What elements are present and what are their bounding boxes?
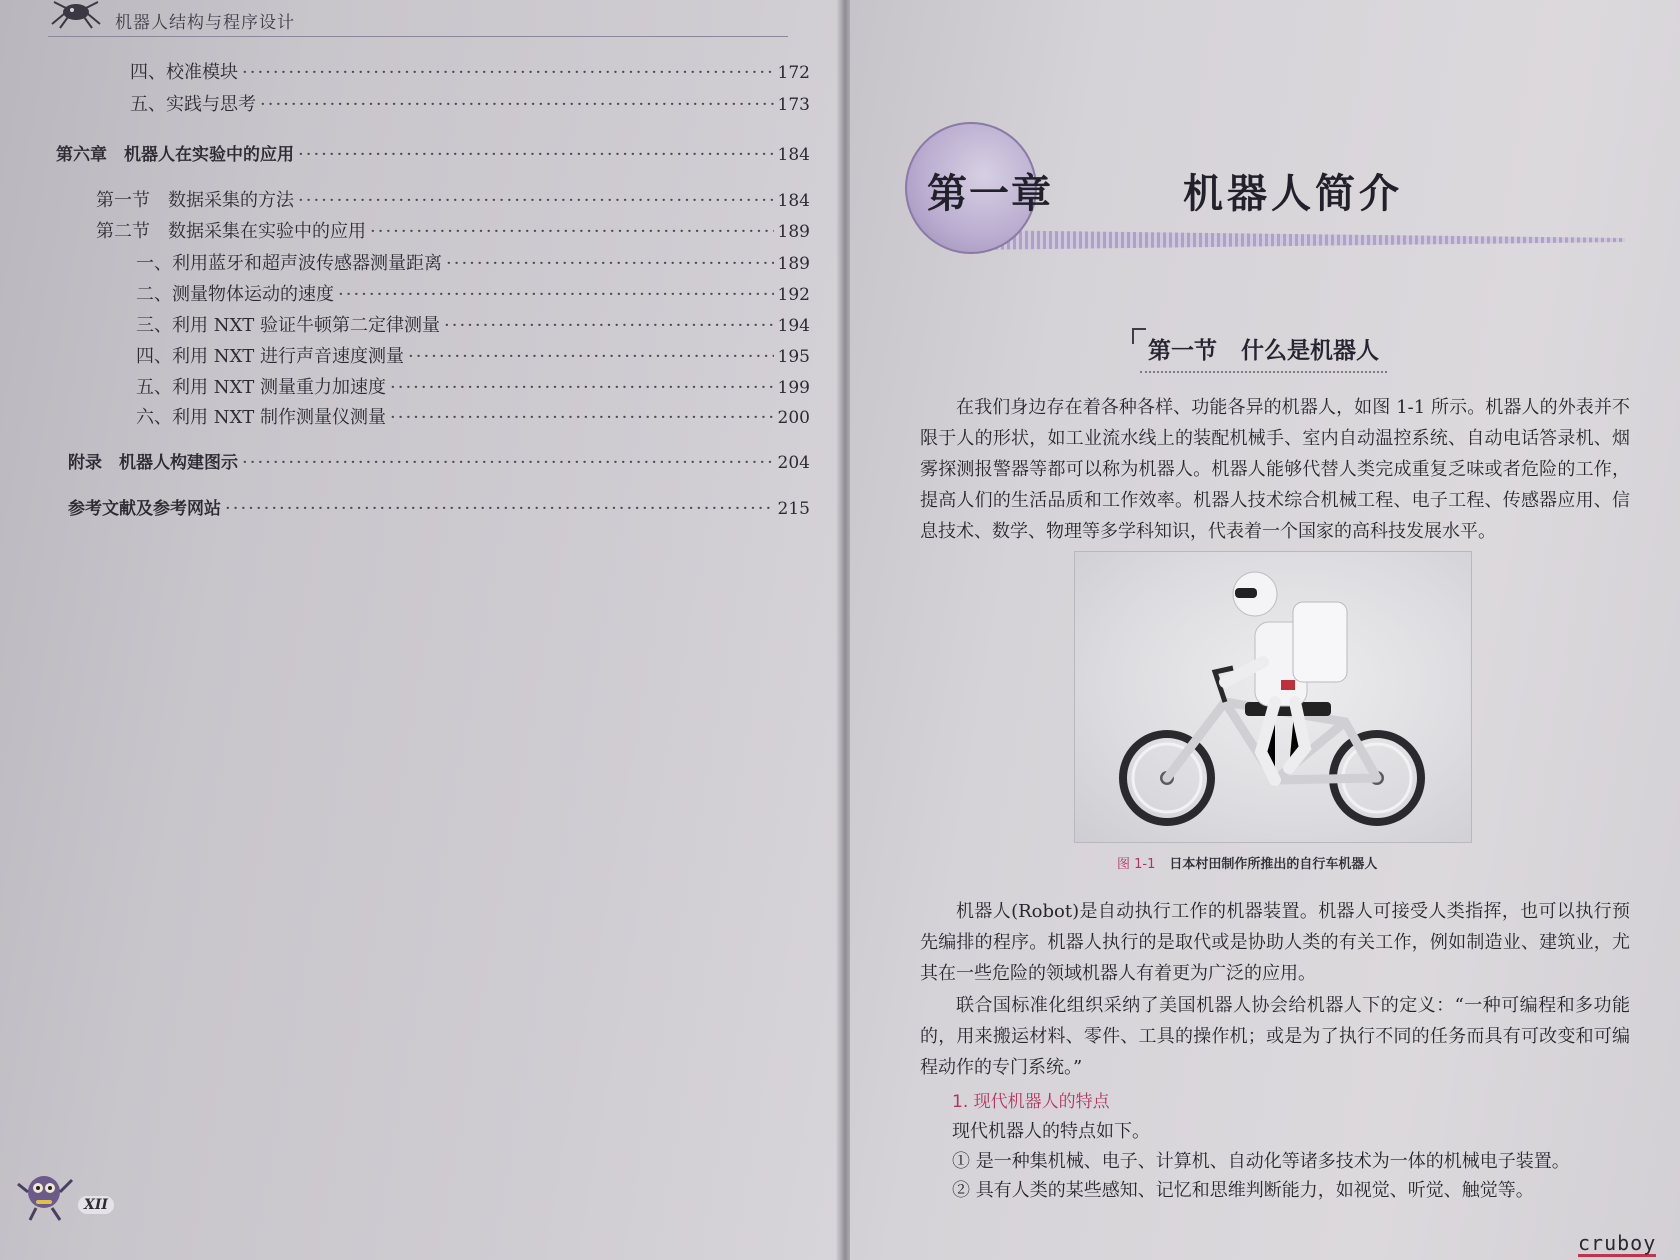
toc-entry-page: 192 — [777, 285, 810, 305]
toc-entry-title: 五、利用 NXT 测量重力加速度 — [136, 377, 387, 398]
toc-entry-page: 204 — [777, 453, 810, 473]
bracket-icon — [1132, 328, 1146, 344]
chapter-heading — [905, 122, 1625, 262]
toc-leader-dots — [242, 452, 774, 473]
toc-entry — [68, 494, 810, 519]
chapter-number: 第一章 — [927, 171, 1053, 217]
toc-entry — [96, 186, 810, 212]
toc-entry-title: 五、实践与思考 — [130, 94, 256, 115]
toc-entry-page: 199 — [777, 378, 810, 398]
toc-entry — [136, 373, 810, 399]
toc-entry — [136, 280, 810, 306]
left-page — [0, 0, 838, 1260]
section-title: 什么是机器人 — [1241, 338, 1379, 364]
toc-leader-dots — [408, 346, 774, 367]
section-heading — [1140, 332, 1387, 373]
toc-entry — [130, 58, 810, 84]
figure-label: 图 1-1 — [1117, 857, 1156, 872]
subheading-features: 1. 现代机器人的特点 — [952, 1092, 1110, 1112]
toc-entry — [136, 342, 810, 368]
toc-entry-title: 二、测量物体运动的速度 — [136, 284, 334, 305]
figure-caption — [1117, 853, 1377, 872]
figure-caption-text: 日本村田制作所推出的自行车机器人 — [1169, 857, 1378, 872]
toc-entry-title: 附录 机器人构建图示 — [68, 453, 238, 473]
toc-entry-page: 172 — [777, 63, 810, 83]
page-number: XII — [78, 1196, 114, 1214]
chapter-title: 机器人简介 — [1183, 171, 1403, 217]
spider-robot-icon — [46, 0, 104, 30]
toc-leader-dots — [260, 94, 774, 115]
section-number: 第一节 — [1148, 338, 1217, 364]
toc-entry-page: 215 — [777, 499, 810, 519]
paragraph-definition: 机器人(Robot)是自动执行工作的机器装置。机器人可接受人类指挥，也可以执行预先编排的程序。机器人执行的是取代或是协助人类的有关工作，例如制造业、建筑业，尤其在一些危险的领域机器人有着更为广泛的应用。 — [920, 901, 1630, 984]
paragraph-intro: 在我们身边存在着各种各样、功能各异的机器人，如图 1-1 所示。机器人的外表并不限于人的形状，如工业流水线上的装配机械手、室内自动温控系统、自动电话答录机、烟雾探测报警器等都可以称为机器人。机器人能够代替人类完成重复乏味或者危险的工作，提高人们的生活品质和工作效率。机器人技术综合机械工程、电子工程、传感器应用、信息技术、数学、物理等多学科知识，代表着一个国家的高科技发展水平。 — [920, 397, 1630, 542]
toc-entry-page: 195 — [777, 347, 810, 367]
toc-entry-page: 189 — [777, 254, 810, 274]
toc-entry — [56, 140, 810, 165]
figure-bicycle-robot — [1074, 551, 1472, 843]
robot-mascot-icon — [14, 1158, 78, 1222]
bicycle-robot-illustration — [1075, 552, 1471, 842]
toc-leader-dots — [298, 190, 774, 211]
toc-leader-dots — [225, 498, 774, 519]
toc-entry-title: 四、利用 NXT 进行声音速度测量 — [136, 346, 405, 367]
toc-leader-dots — [390, 377, 774, 398]
toc-entry-page: 200 — [777, 408, 810, 428]
toc-entry — [96, 217, 810, 243]
toc-entry-title: 参考文献及参考网站 — [68, 499, 221, 519]
toc-leader-dots — [370, 221, 774, 242]
toc-entry-title: 三、利用 NXT 验证牛顿第二定律测量 — [136, 315, 441, 336]
toc-entry-title: 第六章 机器人在实验中的应用 — [56, 145, 294, 165]
toc-leader-dots — [446, 253, 774, 274]
chapter-decorative-band — [965, 230, 1625, 250]
toc-entry-page: 184 — [777, 145, 810, 165]
toc-leader-dots — [298, 144, 774, 165]
toc-entry-title: 四、校准模块 — [130, 62, 238, 83]
header-rule — [48, 36, 788, 37]
list-item: ② 具有人类的某些感知、记忆和思维判断能力，如视觉、听觉、触觉等。 — [952, 1180, 1534, 1201]
toc-entry — [136, 311, 810, 337]
watermark: cruboy — [1578, 1231, 1657, 1255]
toc-entry-page: 184 — [777, 191, 810, 211]
toc-leader-dots — [338, 284, 774, 305]
toc-entry-title: 一、利用蓝牙和超声波传感器测量距离 — [136, 253, 442, 274]
paragraph-un-definition: 联合国标准化组织采纳了美国机器人协会给机器人下的定义：“一种可编程和多功能的，用来搬运材料、零件、工具的操作机；或是为了执行不同的任务而具有可改变和可编程动作的专门系统。” — [920, 995, 1630, 1078]
toc-leader-dots — [390, 407, 774, 428]
toc-entry-title: 第二节 数据采集在实验中的应用 — [96, 221, 366, 242]
toc-entry — [68, 448, 810, 473]
features-intro: 现代机器人的特点如下。 — [952, 1121, 1150, 1142]
toc-entry — [136, 403, 810, 429]
toc-entry — [136, 249, 810, 275]
toc-leader-dots — [242, 62, 774, 83]
toc-entry-title: 六、利用 NXT 制作测量仪测量 — [136, 407, 387, 428]
running-head: 机器人结构与程序设计 — [115, 13, 295, 33]
toc-entry — [130, 90, 810, 116]
toc-entry-title: 第一节 数据采集的方法 — [96, 190, 294, 211]
toc-entry-page: 194 — [777, 316, 810, 336]
toc-entry-page: 189 — [777, 222, 810, 242]
toc-leader-dots — [444, 315, 774, 336]
toc-entry-page: 173 — [777, 95, 810, 115]
list-item: ① 是一种集机械、电子、计算机、自动化等诸多技术为一体的机械电子装置。 — [952, 1151, 1570, 1172]
